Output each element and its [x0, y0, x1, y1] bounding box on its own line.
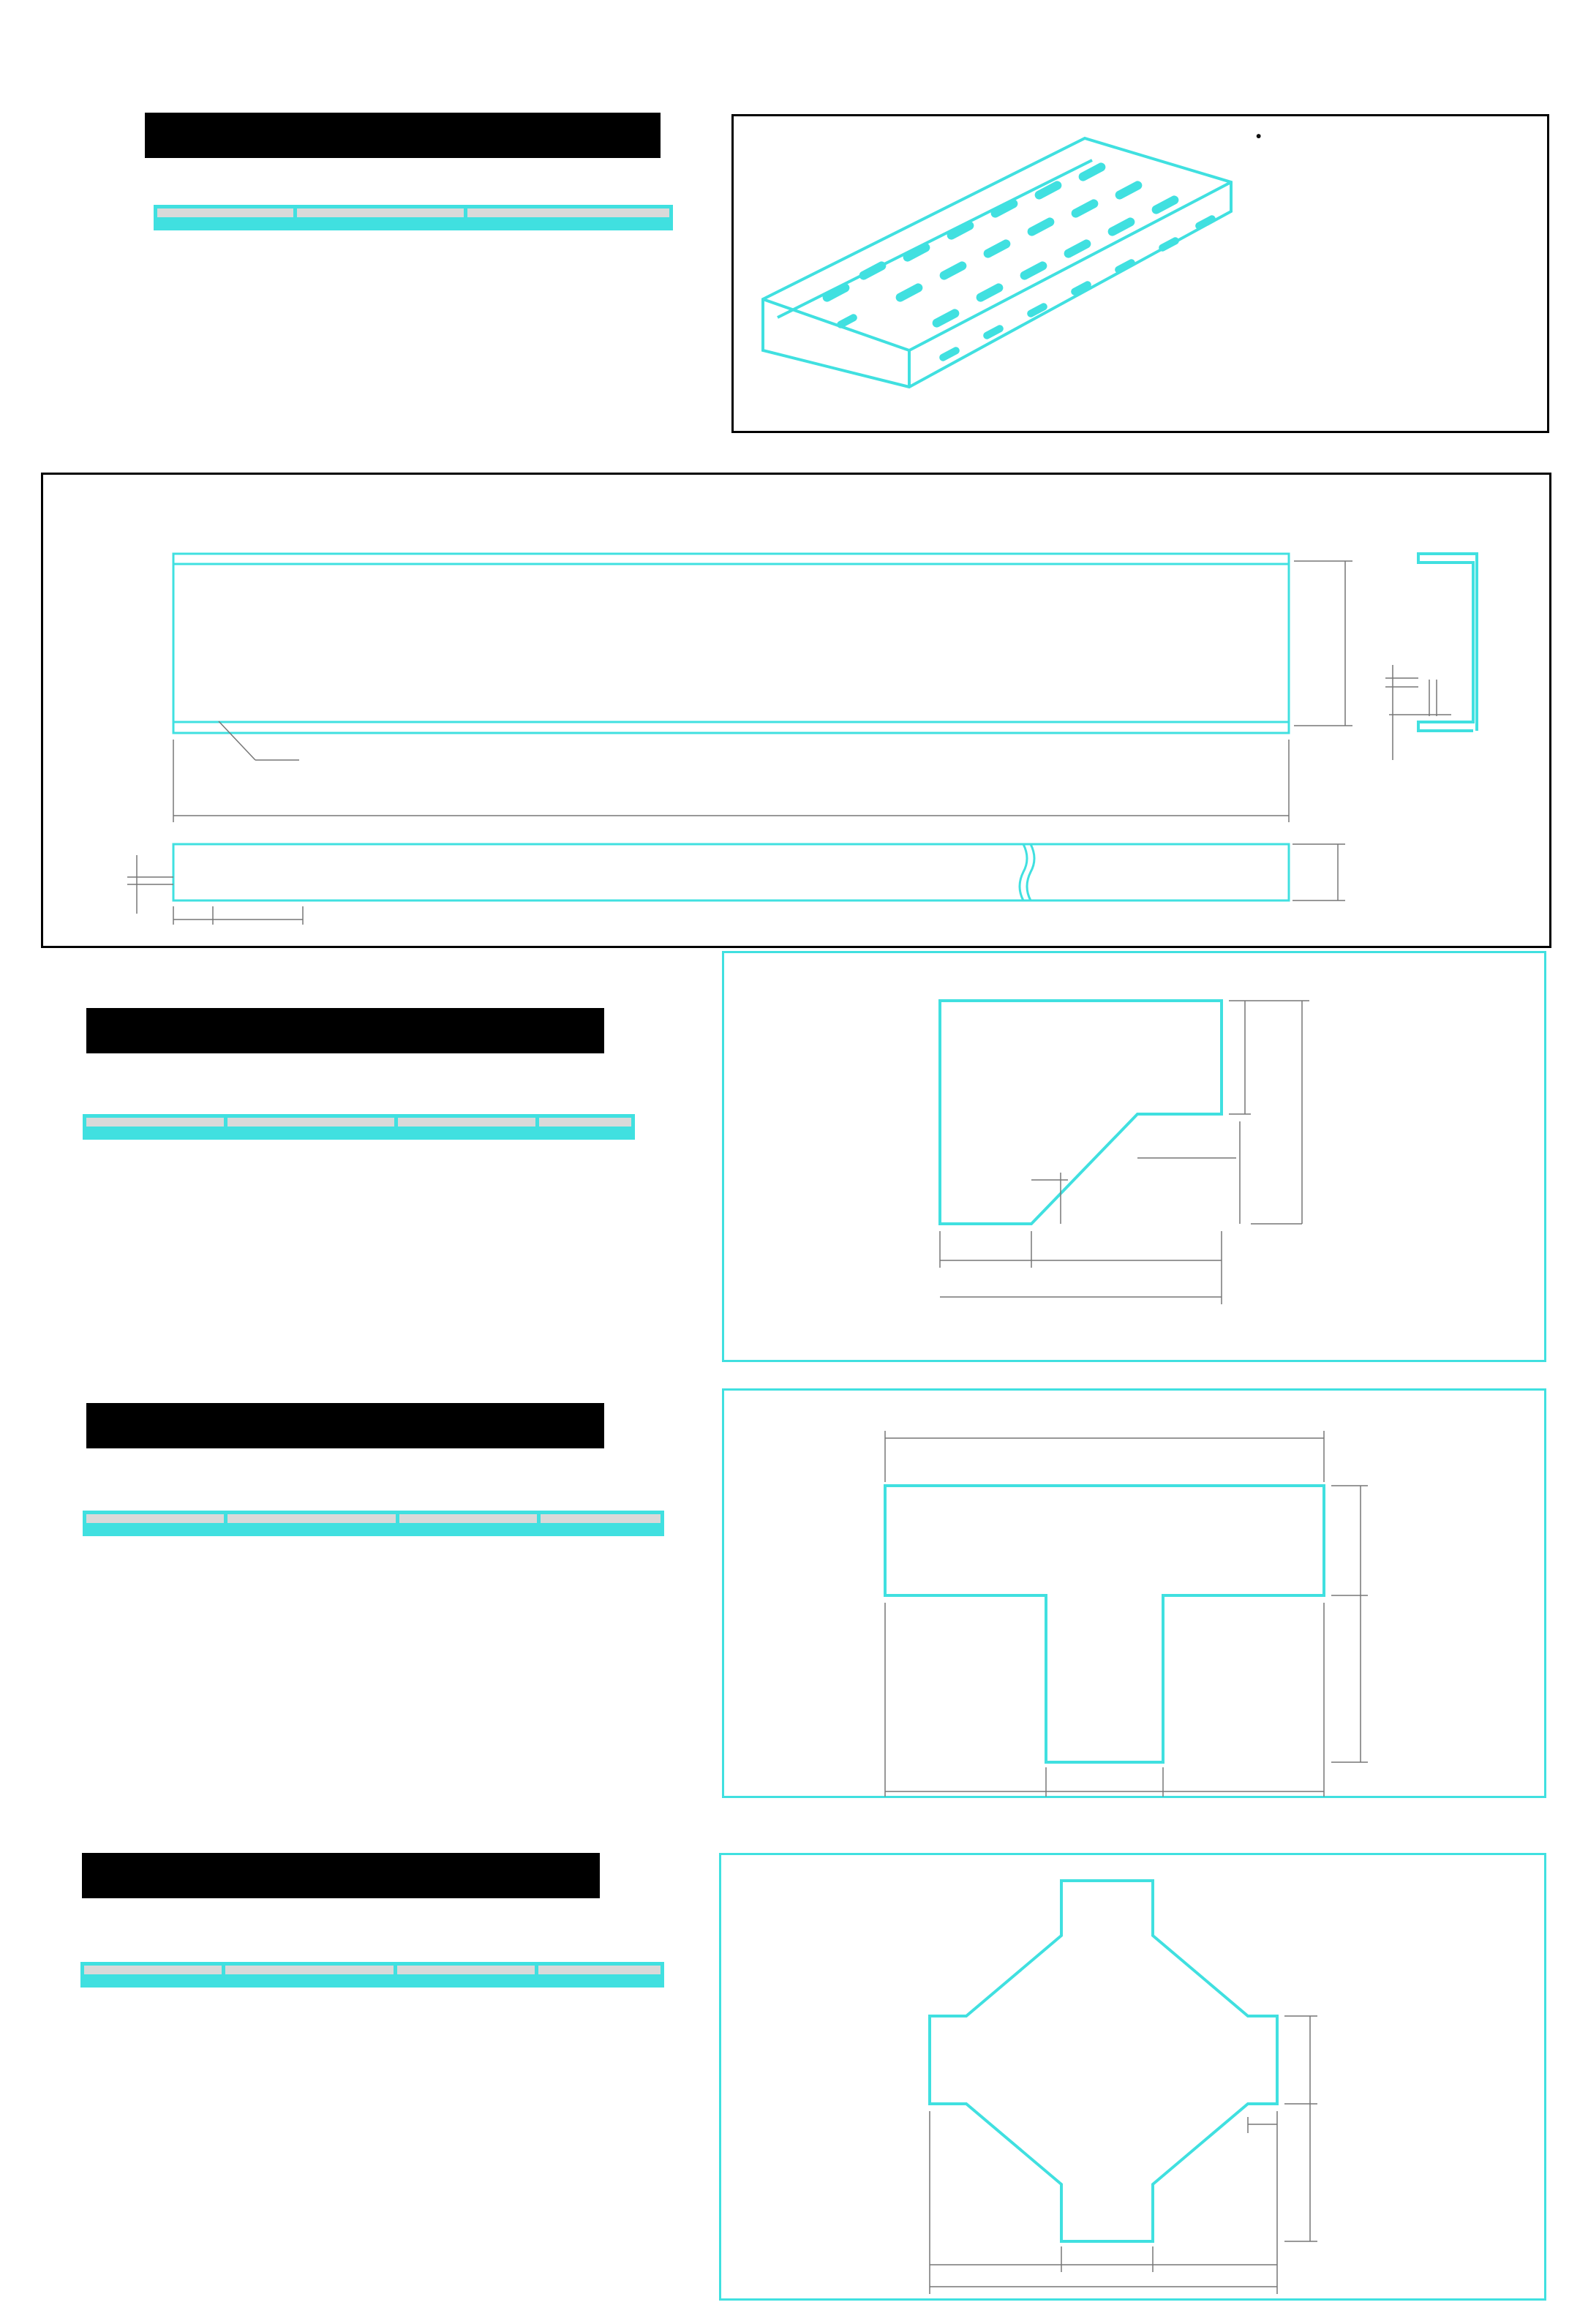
tray-section-profile	[1418, 554, 1477, 731]
straight-sections-table	[154, 205, 673, 230]
trx-panel	[719, 1853, 1546, 2301]
cell-width	[226, 1135, 396, 1138]
cell-weight	[537, 1983, 663, 1986]
elbow-bar	[86, 1008, 604, 1053]
cell-length	[396, 1135, 538, 1138]
tray-top-view	[173, 554, 1289, 733]
tee-table	[83, 1511, 664, 1536]
trx-drawing	[721, 1855, 1544, 2298]
col-width	[296, 207, 466, 219]
tray-side-view	[173, 844, 1289, 900]
cross-table	[80, 1962, 664, 1988]
trl-panel	[722, 951, 1546, 1362]
col-length	[396, 1964, 537, 1977]
dimension-drawing-panel	[41, 473, 1551, 948]
col-width	[224, 1964, 396, 1977]
cell-width	[296, 226, 466, 229]
tee-bar	[86, 1403, 604, 1448]
col-part-no	[83, 1964, 224, 1977]
cell-part	[85, 1135, 226, 1138]
col-length	[396, 1116, 538, 1129]
cell-weight	[466, 226, 671, 229]
col-part-no	[156, 207, 296, 219]
tr-iso-drawing	[748, 131, 1260, 424]
col-length	[398, 1513, 539, 1525]
cell-part	[156, 226, 296, 229]
tray-dimension-drawing	[43, 475, 1550, 947]
tr-iso-panel	[731, 114, 1549, 433]
straight-sections-bar	[145, 113, 661, 158]
table-header-row	[83, 1964, 663, 1977]
table-row	[85, 1135, 633, 1138]
dimension-lines	[127, 561, 1451, 925]
cell-width	[226, 1532, 398, 1535]
trl-drawing	[724, 953, 1543, 1359]
col-net-weight	[466, 207, 671, 219]
table-header-row	[85, 1513, 663, 1525]
cross-bar	[82, 1853, 600, 1898]
trt-drawing	[724, 1391, 1543, 1797]
table-row	[85, 1532, 663, 1535]
cell-length	[398, 1532, 539, 1535]
cell-weight	[539, 1532, 663, 1535]
col-width	[226, 1116, 396, 1129]
col-part-no	[85, 1513, 226, 1525]
table-header-row	[85, 1116, 633, 1129]
surface-treatment-notes	[1246, 124, 1345, 127]
trt-panel	[722, 1388, 1546, 1798]
table-row	[83, 1983, 663, 1986]
col-net-weight	[537, 1964, 663, 1977]
col-width	[226, 1513, 398, 1525]
cell-length	[396, 1983, 537, 1986]
col-part-no	[85, 1116, 226, 1129]
cell-part	[83, 1983, 224, 1986]
col-net-weight	[539, 1513, 663, 1525]
cell-width	[224, 1983, 396, 1986]
table-header-row	[156, 207, 671, 219]
cell-part	[85, 1532, 226, 1535]
col-net-weight	[538, 1116, 633, 1129]
cell-weight	[538, 1135, 633, 1138]
elbow-table	[83, 1114, 635, 1140]
table-row	[156, 226, 671, 229]
